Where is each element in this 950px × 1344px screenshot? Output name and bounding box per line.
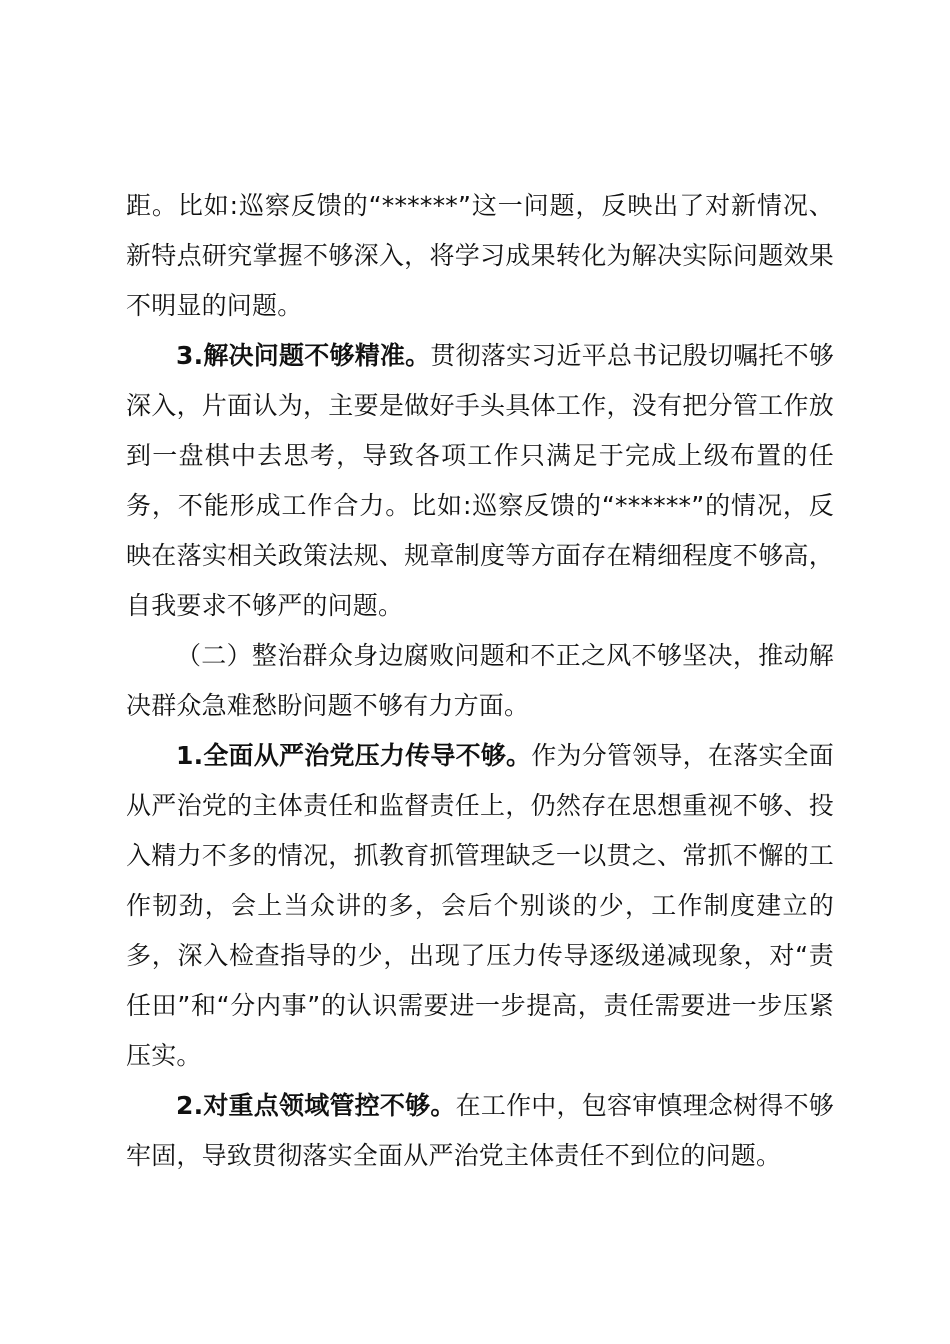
paragraph-item-2: [126, 1081, 834, 1181]
paragraph-text: 在工作中，包容审慎理念树得不够牢固，导致贯彻落实全面从严治党主体责任不到位的问题。: [126, 1091, 834, 1170]
paragraph-item-1: [126, 731, 834, 1081]
paragraph-heading: 2.对重点领域管控不够。: [176, 1091, 456, 1120]
paragraph-item-3: [126, 331, 834, 631]
paragraph-text: 贯彻落实习近平总书记殷切嘱托不够深入，片面认为，主要是做好手头具体工作，没有把分管工作放到一盘棋中去思考，导致各项工作只满足于完成上级布置的任务，不能形成工作合力。比如:巡察反馈的“******”的情况，反映在落实相关政策法规、规章制度等方面存在精细程度不够高，自我要求不够严的问题。: [126, 341, 834, 620]
paragraph-text: 作为分管领导，在落实全面从严治党的主体责任和监督责任上，仍然存在思想重视不够、投入精力不多的情况，抓教育抓管理缺乏一以贯之、常抓不懈的工作韧劲，会上当众讲的多，会后个别谈的少，工作制度建立的多，深入检查指导的少，出现了压力传导逐级递减现象，对“责任田”和“分内事”的认识需要进一步提高，责任需要进一步压紧压实。: [126, 741, 834, 1070]
section-heading-2: [126, 631, 834, 731]
paragraph-continuation: [126, 181, 834, 331]
paragraph-text: （二）整治群众身边腐败问题和不正之风不够坚决，推动解决群众急难愁盼问题不够有力方面。: [126, 641, 834, 720]
paragraph-heading: 1.全面从严治党压力传导不够。: [176, 741, 532, 770]
paragraph-text: 距。比如:巡察反馈的“******”这一问题，反映出了对新情况、新特点研究掌握不够深入，将学习成果转化为解决实际问题效果不明显的问题。: [126, 191, 834, 320]
document-body: [126, 181, 834, 1181]
paragraph-heading: 3.解决问题不够精准。: [176, 341, 431, 370]
